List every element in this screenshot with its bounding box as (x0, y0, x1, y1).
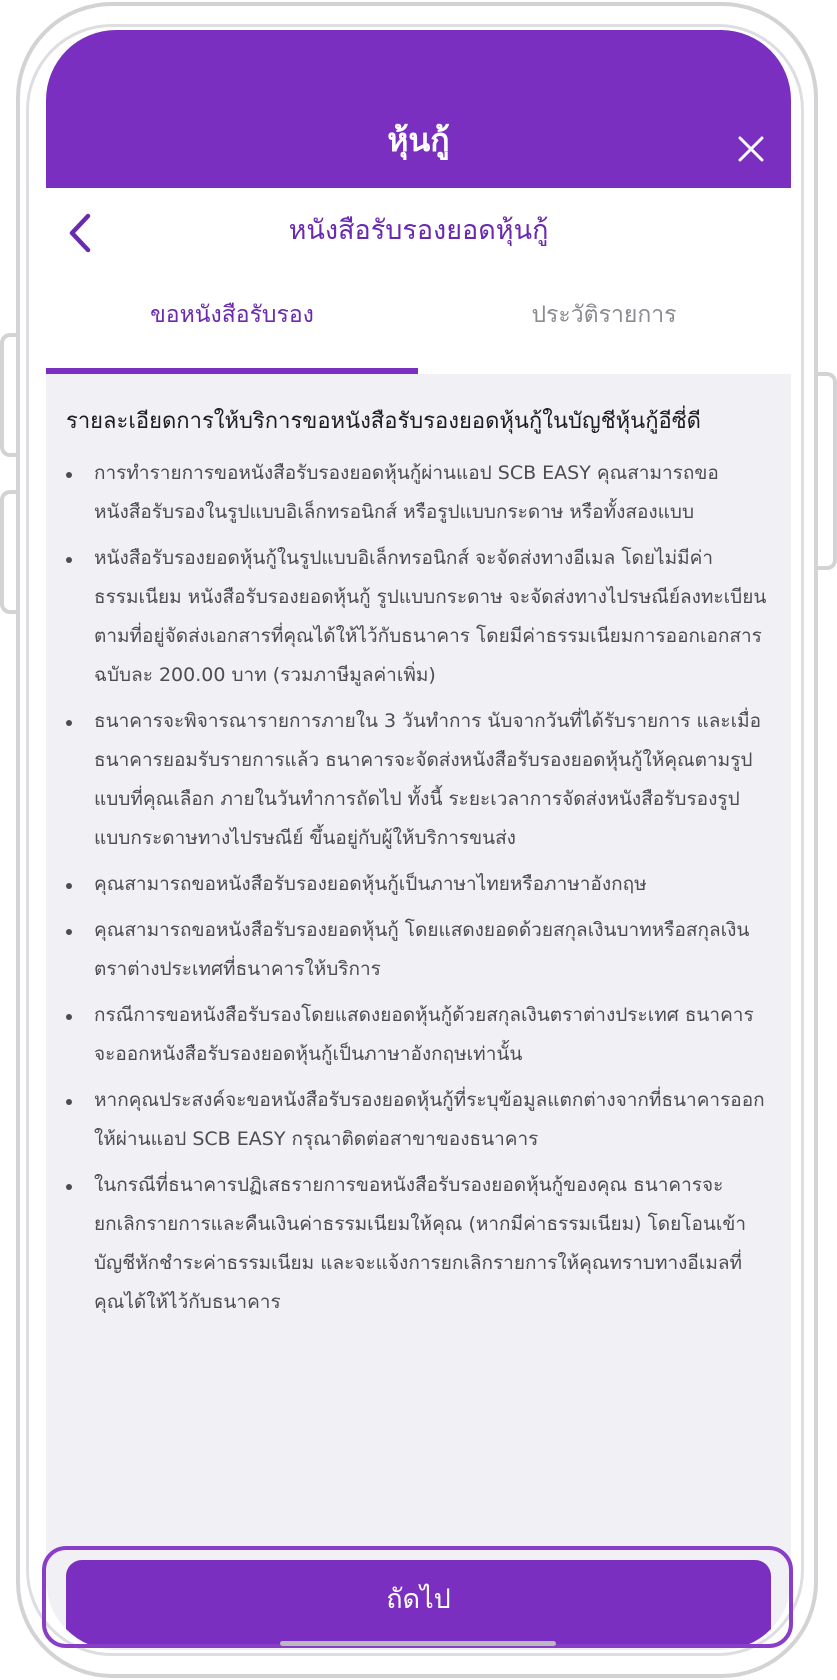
list-item (66, 865, 769, 904)
bullet-icon (66, 883, 72, 889)
bullet-icon (66, 1099, 72, 1105)
home-indicator (280, 1641, 556, 1646)
tab-history[interactable]: ประวัติรายการ (531, 302, 677, 328)
list-item-text: คุณสามารถขอหนังสือรับรองยอดหุ้นกู้เป็นภาษาไทยหรือภาษาอังกฤษ (94, 873, 647, 895)
close-icon[interactable] (736, 134, 766, 164)
app-screen (46, 30, 791, 1650)
power-side-button (815, 372, 837, 570)
details-heading: รายละเอียดการให้บริการขอหนังสือรับรองยอดหุ้นกู้ในบัญชีหุ้นกู้อีซี่ดี (66, 409, 701, 434)
list-item-text: ในกรณีที่ธนาคารปฏิเสธรายการขอหนังสือรับรองยอดหุ้นกู้ของคุณ ธนาคารจะยกเลิกรายการและคืนเงินค่าธรรมเนียมให้คุณ (หากมีค่าธรรมเนียม) โดยโอนเข้าบัญชีหักชำระค่าธรรมเนียม และจะแจ้งการยกเลิกรายการให้คุณทราบทางอีเมลที่คุณได้ให้ไว้กับธนาคาร (94, 1174, 747, 1313)
details-content (46, 374, 791, 1329)
list-item (66, 454, 769, 532)
tab-bar (46, 280, 791, 374)
section-title: หนังสือรับรองยอดหุ้นกู้ (288, 215, 549, 246)
sub-header (46, 188, 791, 280)
bullet-icon (66, 929, 72, 935)
chevron-left-icon[interactable] (60, 208, 100, 258)
list-item (66, 911, 769, 989)
page-title: หุ้นกู้ (387, 121, 450, 159)
list-item (66, 1081, 769, 1159)
bullet-icon (66, 1014, 72, 1020)
list-item-text: ธนาคารจะพิจารณารายการภายใน 3 วันทำการ นับจากวันที่ได้รับรายการ และเมื่อธนาคารยอมรับรายการแล้ว ธนาคารจะจัดส่งหนังสือรับรองยอดหุ้นกู้ให้คุณตามรูปแบบที่คุณเลือก ภายในวันทำการถัดไป ทั้งนี้ ระยะเวลาการจัดส่งหนังสือรับรองรูปแบบกระดาษทางไปรษณีย์ ขึ้นอยู่กับผู้ให้บริการขนส่ง (94, 710, 762, 849)
list-item-text: หนังสือรับรองยอดหุ้นกู้ในรูปแบบอิเล็กทรอนิกส์ จะจัดส่งทางอีเมล โดยไม่มีค่าธรรมเนียม หนังสือรับรองยอดหุ้นกู้ รูปแบบกระดาษ จะจัดส่งทางไปรษณีย์ลงทะเบียน ตามที่อยู่จัดส่งเอกสารที่คุณได้ให้ไว้กับธนาคาร โดยมีค่าธรรมเนียมการออกเอกสารฉบับละ 200.00 บาท (รวมภาษีมูลค่าเพิ่ม) (94, 547, 767, 686)
list-item (66, 702, 769, 858)
bullet-icon (66, 720, 72, 726)
list-item-text: การทำรายการขอหนังสือรับรองยอดหุ้นกู้ผ่านแอป SCB EASY คุณสามารถขอหนังสือรับรองในรูปแบบอิเล็กทรอนิกส์ หรือรูปแบบกระดาษ หรือทั้งสองแบบ (94, 462, 719, 523)
list-item-text: คุณสามารถขอหนังสือรับรองยอดหุ้นกู้ โดยแสดงยอดด้วยสกุลเงินบาทหรือสกุลเงินตราต่างประเทศที่ธนาคารให้บริการ (94, 919, 750, 980)
list-item (66, 539, 769, 695)
list-item-text: หากคุณประสงค์จะขอหนังสือรับรองยอดหุ้นกู้ที่ระบุข้อมูลแตกต่างจากที่ธนาคารออกให้ผ่านแอป SCB EASY กรุณาติดต่อสาขาของธนาคาร (94, 1089, 765, 1150)
top-bar (46, 30, 791, 188)
list-item-text: กรณีการขอหนังสือรับรองโดยแสดงยอดหุ้นกู้ด้วยสกุลเงินตราต่างประเทศ ธนาคารจะออกหนังสือรับรองยอดหุ้นกู้เป็นภาษาอังกฤษเท่านั้น (94, 1004, 754, 1065)
next-button-focus-ring (42, 1546, 793, 1648)
details-list (66, 454, 769, 1322)
bullet-icon (66, 472, 72, 478)
bullet-icon (66, 1184, 72, 1190)
bullet-icon (66, 557, 72, 563)
tab-request-certificate[interactable]: ขอหนังสือรับรอง (150, 302, 314, 328)
list-item (66, 996, 769, 1074)
next-button[interactable]: ถัดไป (66, 1560, 771, 1646)
list-item (66, 1166, 769, 1322)
